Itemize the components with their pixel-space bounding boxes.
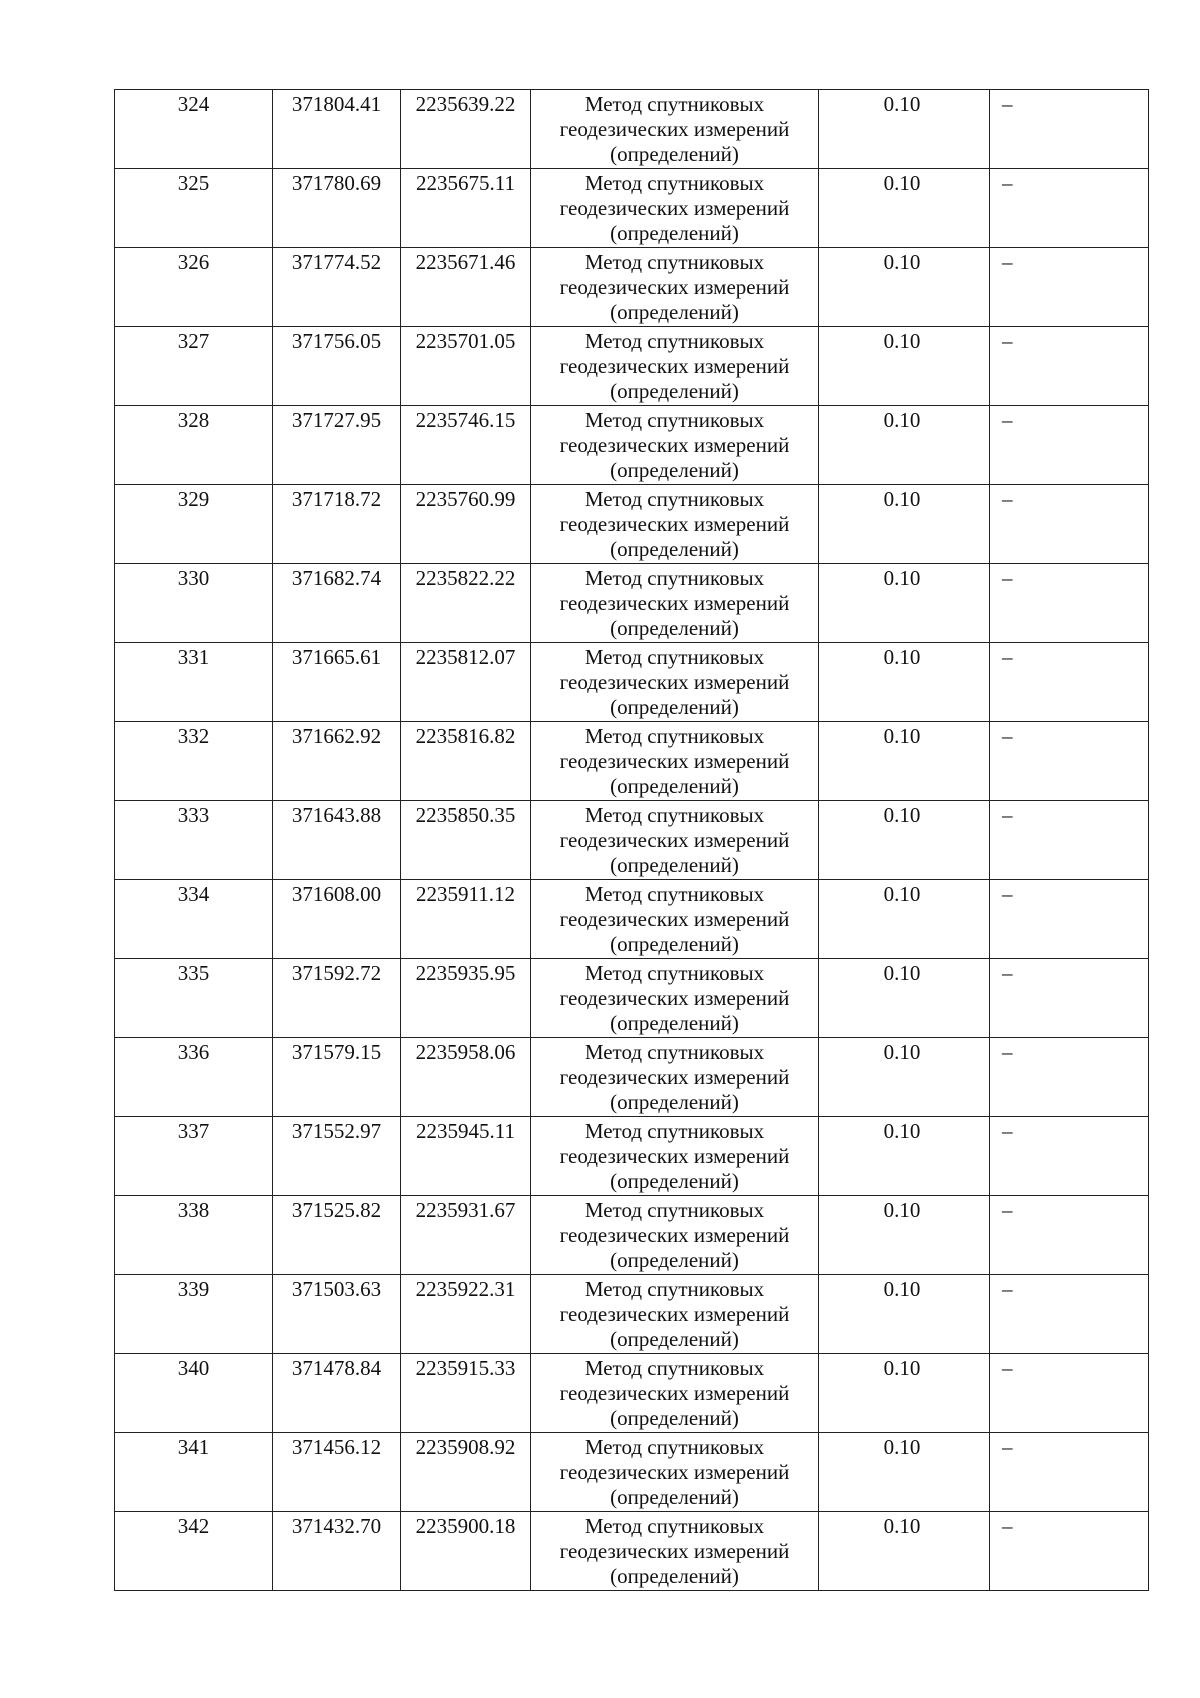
coordinates-table-body (115, 90, 1149, 1591)
method-text-line: (определений) (610, 853, 739, 877)
table-row (115, 1433, 1149, 1512)
method-text-line: геодезических измерений (559, 1144, 790, 1168)
method-text-line: геодезических измерений (559, 512, 790, 536)
x-coordinate-cell: 371503.63 (273, 1275, 401, 1354)
x-coordinate-cell: 371756.05 (273, 327, 401, 406)
y-coordinate-cell: 2235822.22 (401, 564, 531, 643)
method-cell (531, 1433, 819, 1512)
y-coordinate-cell: 2235639.22 (401, 90, 531, 169)
method-cell (531, 564, 819, 643)
x-coordinate-cell: 371579.15 (273, 1038, 401, 1117)
method-cell (531, 959, 819, 1038)
table-row (115, 959, 1149, 1038)
y-coordinate-cell: 2235701.05 (401, 327, 531, 406)
note-cell: – (990, 485, 1149, 564)
method-text-line: Метод спутниковых (584, 171, 765, 195)
method-text-line: (определений) (610, 1327, 739, 1351)
method-text-line: (определений) (610, 379, 739, 403)
method-text-line: (определений) (610, 932, 739, 956)
method-text-line: Метод спутниковых (584, 645, 765, 669)
note-cell: – (990, 248, 1149, 327)
coordinates-table (114, 89, 1149, 1591)
x-coordinate-cell: 371478.84 (273, 1354, 401, 1433)
method-text-line: Метод спутниковых (584, 1119, 765, 1143)
point-number-cell: 334 (115, 880, 273, 959)
method-text-line: геодезических измерений (559, 433, 790, 457)
method-text-line: Метод спутниковых (584, 1277, 765, 1301)
method-text-line: геодезических измерений (559, 1223, 790, 1247)
table-row (115, 1354, 1149, 1433)
method-text-line: геодезических измерений (559, 749, 790, 773)
accuracy-cell: 0.10 (819, 1117, 990, 1196)
note-cell: – (990, 959, 1149, 1038)
method-cell (531, 1354, 819, 1433)
x-coordinate-cell: 371682.74 (273, 564, 401, 643)
method-text-line: Метод спутниковых (584, 329, 765, 353)
method-cell (531, 1196, 819, 1275)
table-row (115, 169, 1149, 248)
accuracy-cell: 0.10 (819, 880, 990, 959)
point-number-cell: 328 (115, 406, 273, 485)
method-cell (531, 643, 819, 722)
method-text-line: (определений) (610, 616, 739, 640)
method-text-line: геодезических измерений (559, 1065, 790, 1089)
y-coordinate-cell: 2235675.11 (401, 169, 531, 248)
x-coordinate-cell: 371592.72 (273, 959, 401, 1038)
note-cell: – (990, 90, 1149, 169)
method-text-line: геодезических измерений (559, 1302, 790, 1326)
x-coordinate-cell: 371780.69 (273, 169, 401, 248)
table-row (115, 1196, 1149, 1275)
note-cell: – (990, 169, 1149, 248)
note-cell: – (990, 406, 1149, 485)
method-cell (531, 722, 819, 801)
point-number-cell: 342 (115, 1512, 273, 1591)
method-text-line: (определений) (610, 1248, 739, 1272)
method-text-line: (определений) (610, 1011, 739, 1035)
method-cell (531, 327, 819, 406)
accuracy-cell: 0.10 (819, 564, 990, 643)
y-coordinate-cell: 2235900.18 (401, 1512, 531, 1591)
y-coordinate-cell: 2235958.06 (401, 1038, 531, 1117)
table-row (115, 248, 1149, 327)
method-text-line: Метод спутниковых (584, 1198, 765, 1222)
method-text-line: геодезических измерений (559, 828, 790, 852)
table-row (115, 722, 1149, 801)
point-number-cell: 326 (115, 248, 273, 327)
accuracy-cell: 0.10 (819, 643, 990, 722)
y-coordinate-cell: 2235935.95 (401, 959, 531, 1038)
note-cell: – (990, 1275, 1149, 1354)
method-text-line: Метод спутниковых (584, 803, 765, 827)
y-coordinate-cell: 2235922.31 (401, 1275, 531, 1354)
y-coordinate-cell: 2235931.67 (401, 1196, 531, 1275)
method-text-line: (определений) (610, 300, 739, 324)
accuracy-cell: 0.10 (819, 959, 990, 1038)
method-text-line: геодезических измерений (559, 117, 790, 141)
note-cell: – (990, 564, 1149, 643)
x-coordinate-cell: 371432.70 (273, 1512, 401, 1591)
method-text-line: геодезических измерений (559, 1381, 790, 1405)
note-cell: – (990, 722, 1149, 801)
method-text-line: геодезических измерений (559, 986, 790, 1010)
accuracy-cell: 0.10 (819, 1196, 990, 1275)
method-text-line: геодезических измерений (559, 591, 790, 615)
method-cell (531, 1275, 819, 1354)
method-text-line: геодезических измерений (559, 1460, 790, 1484)
method-text-line: (определений) (610, 458, 739, 482)
table-row (115, 485, 1149, 564)
method-text-line: (определений) (610, 1169, 739, 1193)
accuracy-cell: 0.10 (819, 722, 990, 801)
method-text-line: геодезических измерений (559, 196, 790, 220)
point-number-cell: 336 (115, 1038, 273, 1117)
y-coordinate-cell: 2235746.15 (401, 406, 531, 485)
method-text-line: Метод спутниковых (584, 961, 765, 985)
method-cell (531, 485, 819, 564)
accuracy-cell: 0.10 (819, 801, 990, 880)
table-row (115, 1512, 1149, 1591)
method-text-line: Метод спутниковых (584, 408, 765, 432)
method-cell (531, 248, 819, 327)
x-coordinate-cell: 371727.95 (273, 406, 401, 485)
method-cell (531, 1117, 819, 1196)
point-number-cell: 332 (115, 722, 273, 801)
point-number-cell: 325 (115, 169, 273, 248)
point-number-cell: 324 (115, 90, 273, 169)
table-row (115, 1038, 1149, 1117)
method-text-line: Метод спутниковых (584, 724, 765, 748)
x-coordinate-cell: 371774.52 (273, 248, 401, 327)
accuracy-cell: 0.10 (819, 485, 990, 564)
point-number-cell: 340 (115, 1354, 273, 1433)
point-number-cell: 341 (115, 1433, 273, 1512)
table-row (115, 880, 1149, 959)
method-cell (531, 169, 819, 248)
method-cell (531, 90, 819, 169)
method-text-line: геодезических измерений (559, 275, 790, 299)
x-coordinate-cell: 371608.00 (273, 880, 401, 959)
table-row (115, 564, 1149, 643)
table-row (115, 90, 1149, 169)
x-coordinate-cell: 371456.12 (273, 1433, 401, 1512)
method-text-line: Метод спутниковых (584, 1435, 765, 1459)
point-number-cell: 333 (115, 801, 273, 880)
x-coordinate-cell: 371525.82 (273, 1196, 401, 1275)
method-cell (531, 406, 819, 485)
y-coordinate-cell: 2235911.12 (401, 880, 531, 959)
accuracy-cell: 0.10 (819, 1433, 990, 1512)
accuracy-cell: 0.10 (819, 248, 990, 327)
accuracy-cell: 0.10 (819, 1038, 990, 1117)
method-text-line: (определений) (610, 1090, 739, 1114)
method-text-line: геодезических измерений (559, 907, 790, 931)
method-text-line: геодезических измерений (559, 1539, 790, 1563)
table-row (115, 406, 1149, 485)
y-coordinate-cell: 2235908.92 (401, 1433, 531, 1512)
method-text-line: (определений) (610, 537, 739, 561)
method-text-line: (определений) (610, 695, 739, 719)
x-coordinate-cell: 371804.41 (273, 90, 401, 169)
y-coordinate-cell: 2235945.11 (401, 1117, 531, 1196)
accuracy-cell: 0.10 (819, 90, 990, 169)
note-cell: – (990, 643, 1149, 722)
method-cell (531, 1512, 819, 1591)
method-text-line: (определений) (610, 774, 739, 798)
accuracy-cell: 0.10 (819, 327, 990, 406)
accuracy-cell: 0.10 (819, 169, 990, 248)
x-coordinate-cell: 371643.88 (273, 801, 401, 880)
method-text-line: Метод спутниковых (584, 566, 765, 590)
method-cell (531, 880, 819, 959)
table-row (115, 643, 1149, 722)
method-text-line: (определений) (610, 1406, 739, 1430)
note-cell: – (990, 801, 1149, 880)
note-cell: – (990, 1038, 1149, 1117)
note-cell: – (990, 880, 1149, 959)
method-text-line: Метод спутниковых (584, 487, 765, 511)
point-number-cell: 327 (115, 327, 273, 406)
point-number-cell: 339 (115, 1275, 273, 1354)
accuracy-cell: 0.10 (819, 406, 990, 485)
method-text-line: (определений) (610, 221, 739, 245)
x-coordinate-cell: 371662.92 (273, 722, 401, 801)
note-cell: – (990, 1196, 1149, 1275)
method-text-line: геодезических измерений (559, 670, 790, 694)
point-number-cell: 331 (115, 643, 273, 722)
method-cell (531, 1038, 819, 1117)
accuracy-cell: 0.10 (819, 1512, 990, 1591)
y-coordinate-cell: 2235850.35 (401, 801, 531, 880)
accuracy-cell: 0.10 (819, 1275, 990, 1354)
note-cell: – (990, 1354, 1149, 1433)
note-cell: – (990, 327, 1149, 406)
method-text-line: (определений) (610, 1564, 739, 1588)
x-coordinate-cell: 371718.72 (273, 485, 401, 564)
method-cell (531, 801, 819, 880)
x-coordinate-cell: 371665.61 (273, 643, 401, 722)
y-coordinate-cell: 2235812.07 (401, 643, 531, 722)
point-number-cell: 338 (115, 1196, 273, 1275)
x-coordinate-cell: 371552.97 (273, 1117, 401, 1196)
note-cell: – (990, 1117, 1149, 1196)
table-row (115, 327, 1149, 406)
method-text-line: (определений) (610, 142, 739, 166)
point-number-cell: 330 (115, 564, 273, 643)
y-coordinate-cell: 2235760.99 (401, 485, 531, 564)
y-coordinate-cell: 2235915.33 (401, 1354, 531, 1433)
point-number-cell: 337 (115, 1117, 273, 1196)
method-text-line: Метод спутниковых (584, 1040, 765, 1064)
accuracy-cell: 0.10 (819, 1354, 990, 1433)
method-text-line: геодезических измерений (559, 354, 790, 378)
method-text-line: (определений) (610, 1485, 739, 1509)
method-text-line: Метод спутниковых (584, 1356, 765, 1380)
table-row (115, 801, 1149, 880)
method-text-line: Метод спутниковых (584, 882, 765, 906)
note-cell: – (990, 1433, 1149, 1512)
table-row (115, 1275, 1149, 1354)
y-coordinate-cell: 2235816.82 (401, 722, 531, 801)
y-coordinate-cell: 2235671.46 (401, 248, 531, 327)
method-text-line: Метод спутниковых (584, 1514, 765, 1538)
note-cell: – (990, 1512, 1149, 1591)
table-row (115, 1117, 1149, 1196)
point-number-cell: 335 (115, 959, 273, 1038)
method-text-line: Метод спутниковых (584, 250, 765, 274)
point-number-cell: 329 (115, 485, 273, 564)
method-text-line: Метод спутниковых (584, 92, 765, 116)
